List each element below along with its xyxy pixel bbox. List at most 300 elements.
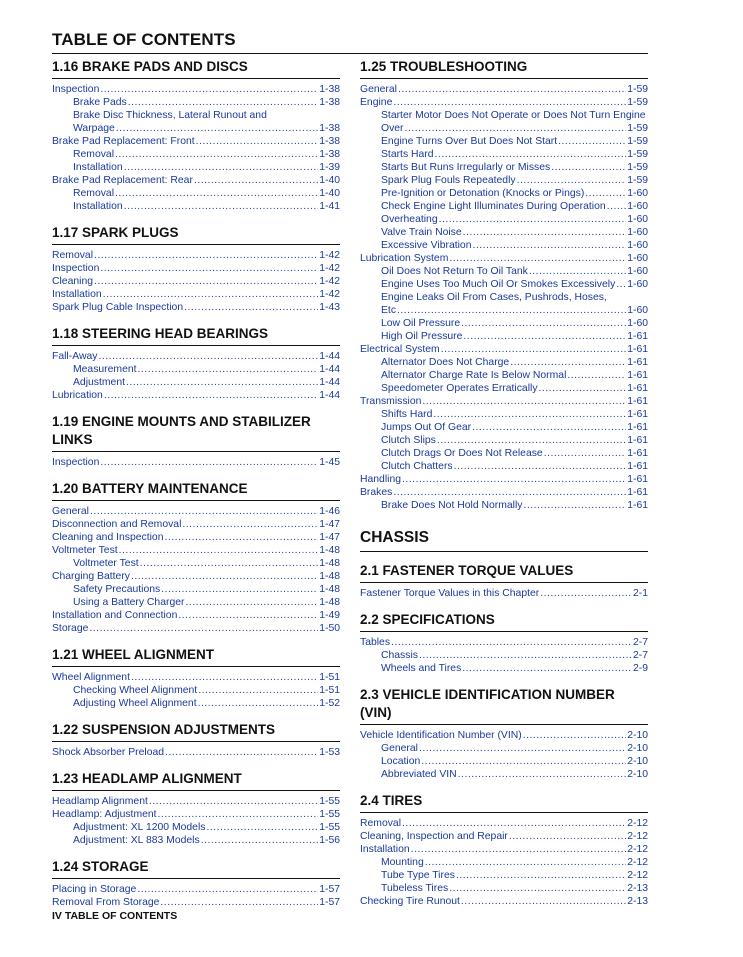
toc-entry-text: Clutch Chatters [381,461,453,472]
toc-entry-link[interactable] [360,729,648,742]
toc-entry-text: Engine Uses Too Much Oil Or Smokes Excessively [381,279,616,290]
toc-page-number: 1-60 [627,214,648,225]
dot-leader [449,252,626,265]
toc-entry-text: Overheating [381,214,438,225]
dot-leader [100,83,318,96]
dot-leader [402,817,626,830]
toc-entry-link[interactable] [52,684,340,697]
toc-entry-text: Mounting [381,857,424,868]
dot-leader [439,213,627,226]
toc-entry-link[interactable] [52,122,340,135]
section-title: 1.24 STORAGE [52,858,340,879]
dot-leader [472,421,626,434]
toc-section [52,413,340,469]
toc-entry-link[interactable] [360,135,648,148]
toc-page-number: 1-48 [319,545,340,556]
toc-entry-text: Etc [381,305,397,316]
toc-page-number: 1-42 [319,250,340,261]
toc-entry-link[interactable] [360,486,648,499]
toc-entry-text: Removal From Storage [52,897,160,908]
toc-page-number: 1-41 [319,201,340,212]
toc-entry-text: Jumps Out Of Gear [381,422,472,433]
toc-page-number: 1-59 [627,149,648,160]
toc-page-number: 1-61 [627,370,648,381]
dot-leader [149,795,318,808]
dot-leader [128,96,318,109]
toc-entry-text: Fall-Away [52,351,98,362]
section-title: 2.3 VEHICLE IDENTIFICATION NUMBER (VIN) [360,686,648,725]
toc-entry-link[interactable] [52,288,340,301]
toc-page-number: 1-46 [319,506,340,517]
toc-entry-text: Installation [52,289,102,300]
toc-entry-text: Adjustment: XL 883 Models [73,835,200,846]
toc-page-number: 1-44 [319,377,340,388]
toc-entry-text: Starter Motor Does Not Operate or Does Not Turn Engine [381,110,646,121]
toc-entry-text: Engine [360,97,393,108]
toc-entry-link[interactable] [360,109,648,122]
dot-leader [201,834,319,847]
toc-entry-link[interactable] [360,662,648,675]
toc-entry-text: Valve Train Noise [381,227,462,238]
toc-entry-link[interactable] [52,135,340,148]
toc-entry-link[interactable] [52,262,340,275]
toc-entry-text: Brake Pad Replacement: Rear [52,175,193,186]
toc-entry-text: Removal [73,188,114,199]
toc-section [52,325,340,402]
toc-page-number: 1-60 [627,240,648,251]
toc-entry-text: Tube Type Tires [381,870,455,881]
toc-entry-text: Low Oil Pressure [381,318,461,329]
dot-leader [419,649,632,662]
toc-entry-link[interactable] [360,304,648,317]
dot-leader [425,856,626,869]
toc-entry-text: Installation and Connection [52,610,178,621]
toc-entry-link[interactable] [52,583,340,596]
dot-leader [124,161,319,174]
dot-leader [433,408,626,421]
dot-leader [161,583,318,596]
toc-section [360,611,648,675]
toc-page-number: 1-38 [319,97,340,108]
toc-entry-link[interactable] [360,408,648,421]
toc-page-number: 1-52 [319,698,340,709]
toc-entry-link[interactable] [52,896,340,909]
dot-leader [138,363,319,376]
dot-leader [100,262,318,275]
toc-entry-link[interactable] [52,161,340,174]
dot-leader [616,278,626,291]
toc-entry-link[interactable] [52,609,340,622]
toc-section [52,224,340,314]
toc-page-number: 2-13 [627,883,648,894]
toc-entry-link[interactable] [52,174,340,187]
toc-entry-link[interactable] [52,109,340,122]
toc-entry-link[interactable] [360,460,648,473]
toc-entry-link[interactable] [52,622,340,635]
dot-leader [160,896,318,909]
toc-page-number: 1-38 [319,149,340,160]
toc-entry-text: Lubrication [52,390,103,401]
dot-leader [100,456,318,469]
toc-entry-link[interactable] [360,317,648,330]
toc-entry-link[interactable] [360,382,648,395]
toc-page-number: 1-60 [627,253,648,264]
toc-entry-text: Clutch Drags Or Does Not Release [381,448,543,459]
toc-entry-text: Excessive Vibration [381,240,472,251]
toc-page-number: 1-59 [627,84,648,95]
dot-leader [90,505,318,518]
toc-entry-link[interactable] [52,697,340,710]
toc-entry-link[interactable] [52,83,340,96]
toc-page-number: 1-44 [319,364,340,375]
toc-page-number: 1-61 [627,331,648,342]
page-title: TABLE OF CONTENTS [52,30,648,54]
section-title: 1.25 TROUBLESHOOTING [360,58,648,79]
toc-entry-text: Electrical System [360,344,440,355]
toc-page-number: 1-55 [319,796,340,807]
toc-page-number: 1-42 [319,289,340,300]
toc-entry-link[interactable] [360,200,648,213]
toc-entry-text: Adjustment [73,377,125,388]
dot-leader [119,544,319,557]
section-title: 1.16 BRAKE PADS AND DISCS [52,58,340,79]
toc-page-number: 2-12 [627,818,648,829]
toc-page-number: 2-10 [627,769,648,780]
toc-page-number: 1-45 [319,457,340,468]
section-title: 1.21 WHEEL ALIGNMENT [52,646,340,667]
section-title: 1.17 SPARK PLUGS [52,224,340,245]
toc-entry-link[interactable] [52,456,340,469]
dot-leader [98,350,318,363]
dot-leader [115,148,318,161]
toc-entry-link[interactable] [52,596,340,609]
toc-entry-link[interactable] [52,200,340,213]
toc-entry-link[interactable] [52,821,340,834]
toc-entry-link[interactable] [52,187,340,200]
toc-entry-link[interactable] [52,808,340,821]
toc-page-number: 2-10 [627,743,648,754]
toc-entry-link[interactable] [360,473,648,486]
toc-entry-link[interactable] [52,505,340,518]
toc-page-number: 1-60 [627,318,648,329]
toc-section [52,770,340,847]
toc-entry-link[interactable] [360,369,648,382]
page-footer: IV TABLE OF CONTENTS [52,910,178,922]
dot-leader [544,447,627,460]
toc-entry-link[interactable] [360,587,648,600]
toc-entry-link[interactable] [52,148,340,161]
toc-entry-link[interactable] [360,869,648,882]
toc-page-number: 1-60 [627,305,648,316]
toc-section [360,58,648,512]
toc-page-number: 1-61 [627,474,648,485]
toc-entry-link[interactable] [52,795,340,808]
toc-entry-link[interactable] [360,213,648,226]
toc-entry-link[interactable] [52,376,340,389]
toc-page-number: 1-60 [627,279,648,290]
toc-entry-text: Removal [360,818,401,829]
toc-page-number: 1-60 [627,227,648,238]
toc-entry-link[interactable] [360,636,648,649]
dot-leader [126,376,318,389]
toc-entry-link[interactable] [52,570,340,583]
toc-entry-text: Transmission [360,396,422,407]
dot-leader [510,356,626,369]
toc-entry-link[interactable] [52,883,340,896]
toc-entry-link[interactable] [360,174,648,187]
dot-leader [158,808,319,821]
toc-entry-text: General [360,84,397,95]
toc-page-number: 1-43 [319,302,340,313]
toc-page-number: 1-38 [319,136,340,147]
toc-entry-link[interactable] [360,226,648,239]
toc-entry-text: Installation [360,844,410,855]
dot-leader [441,343,627,356]
dot-leader [456,869,626,882]
dot-leader [454,460,627,473]
toc-page-number: 1-48 [319,584,340,595]
toc-page-number: 1-44 [319,351,340,362]
toc-entry-text: Checking Wheel Alignment [73,685,198,696]
dot-leader [529,265,626,278]
toc-entry-link[interactable] [52,746,340,759]
dot-leader [165,531,319,544]
dot-leader [131,671,318,684]
toc-entry-link[interactable] [360,252,648,265]
toc-page-number: 1-60 [627,188,648,199]
dot-leader [140,557,319,570]
toc-page-number: 1-42 [319,276,340,287]
toc-entry-link[interactable] [52,350,340,363]
toc-entry-link[interactable] [360,330,648,343]
toc-entry-text: Over [381,123,404,134]
dot-leader [116,122,318,135]
toc-entry-link[interactable] [360,356,648,369]
section-title: 2.2 SPECIFICATIONS [360,611,648,632]
toc-entry-link[interactable] [360,882,648,895]
toc-page-number: 1-47 [319,519,340,530]
toc-entry-link[interactable] [360,343,648,356]
toc-entry-link[interactable] [52,249,340,262]
toc-entry-text: Placing in Storage [52,884,137,895]
toc-entry-text: Handling [360,474,402,485]
toc-entry-link[interactable] [360,499,648,512]
toc-entry-link[interactable] [360,291,648,304]
toc-entry-text: Clutch Slips [381,435,436,446]
toc-entry-link[interactable] [360,649,648,662]
toc-entry-link[interactable] [52,671,340,684]
dot-leader [523,729,626,742]
dot-leader [402,473,626,486]
toc-section [360,792,648,908]
toc-entry-link[interactable] [52,544,340,557]
toc-entry-text: Engine Leaks Oil From Cases, Pushrods, Hoses, [381,292,607,303]
toc-page-number: 1-61 [627,487,648,498]
dot-leader [461,317,626,330]
dot-leader [463,330,626,343]
toc-entry-text: Tubeless Tires [381,883,449,894]
toc-section [52,58,340,213]
toc-entry-text: Safety Precautions [73,584,161,595]
dot-leader [178,609,318,622]
toc-entry-text: Wheel Alignment [52,672,130,683]
dot-leader [94,275,318,288]
toc-entry-text: Cleaning, Inspection and Repair [360,831,508,842]
right-column [360,58,648,919]
toc-page-number: 2-12 [627,844,648,855]
toc-entry-text: Speedometer Operates Erratically [381,383,538,394]
toc-page-number: 1-55 [319,809,340,820]
dot-leader [198,697,319,710]
toc-entry-link[interactable] [52,531,340,544]
toc-entry-link[interactable] [360,96,648,109]
toc-entry-link[interactable] [360,817,648,830]
dot-leader [472,239,626,252]
toc-entry-text: High Oil Pressure [381,331,463,342]
toc-entry-link[interactable] [360,447,648,460]
section-title: 1.22 SUSPENSION ADJUSTMENTS [52,721,340,742]
toc-entry-text: Wheels and Tires [381,663,462,674]
toc-entry-text: Location [381,756,421,767]
toc-entry-link[interactable] [360,122,648,135]
dot-leader [567,369,626,382]
dot-leader [421,755,626,768]
toc-page-number: 2-10 [627,730,648,741]
toc-page-number: 1-61 [627,357,648,368]
dot-leader [165,746,318,759]
toc-entry-link[interactable] [360,187,648,200]
toc-entry-text: Cleaning [52,276,94,287]
toc-entry-link[interactable] [360,895,648,908]
toc-entry-text: Engine Turns Over But Does Not Start [381,136,558,147]
toc-section [52,646,340,710]
toc-page-number: 1-55 [319,822,340,833]
toc-page-number: 1-47 [319,532,340,543]
toc-entry-link[interactable] [52,389,340,402]
toc-page-number: 1-40 [319,175,340,186]
toc-section [360,562,648,600]
toc-entry-text: Measurement [73,364,137,375]
toc-entry-link[interactable] [52,834,340,847]
toc-page-number: 1-61 [627,396,648,407]
toc-page-number: 1-61 [627,435,648,446]
toc-entry-text: Starts Hard [381,149,434,160]
toc-entry-link[interactable] [360,265,648,278]
dot-leader [509,830,626,843]
toc-entry-text: Alternator Charge Rate Is Below Normal [381,370,567,381]
toc-page-number: 1-51 [319,685,340,696]
toc-entry-text: Alternator Does Not Charge [381,357,510,368]
toc-page-number: 1-44 [319,390,340,401]
dot-leader [124,200,319,213]
dot-leader [539,382,627,395]
toc-entry-link[interactable] [360,395,648,408]
toc-page-number: 1-42 [319,263,340,274]
dot-leader [398,83,626,96]
dot-leader [585,187,626,200]
dot-leader [104,389,318,402]
dot-leader [182,518,318,531]
toc-page-number: 1-38 [319,84,340,95]
toc-entry-text: Brake Does Not Hold Normally [381,500,523,511]
toc-entry-link[interactable] [52,518,340,531]
toc-entry-text: Shifts Hard [381,409,433,420]
toc-section [52,480,340,635]
dot-leader [449,882,626,895]
toc-entry-text: General [381,743,418,754]
toc-entry-text: General [52,506,89,517]
toc-entry-link[interactable] [360,148,648,161]
toc-page-number: 1-40 [319,188,340,199]
dot-leader [103,288,319,301]
toc-page-number: 1-61 [627,448,648,459]
toc-page-number: 2-7 [632,650,648,661]
toc-entry-link[interactable] [52,301,340,314]
toc-entry-link[interactable] [360,239,648,252]
dot-leader [411,843,627,856]
toc-entry-text: Inspection [52,84,100,95]
toc-entry-link[interactable] [52,275,340,288]
dot-leader [422,395,626,408]
toc-page-number: 1-53 [319,747,340,758]
toc-entry-link[interactable] [360,421,648,434]
toc-page-number: 1-49 [319,610,340,621]
toc-entry-text: Oil Does Not Return To Oil Tank [381,266,528,277]
dot-leader [184,301,318,314]
toc-entry-text: Lubrication System [360,253,449,264]
toc-entry-text: Inspection [52,263,100,274]
section-title: 2.4 TIRES [360,792,648,813]
toc-entry-link[interactable] [360,830,648,843]
toc-entry-link[interactable] [360,843,648,856]
dot-leader [94,249,318,262]
toc-entry-link[interactable] [360,742,648,755]
toc-page-number: 1-59 [627,123,648,134]
toc-page-number: 1-61 [627,383,648,394]
toc-entry-text: Installation [73,201,123,212]
toc-page-number: 1-61 [627,344,648,355]
toc-entry-link[interactable] [360,161,648,174]
toc-page-number: 2-13 [627,896,648,907]
toc-entry-text: Warpage [73,123,115,134]
toc-page-number: 1-51 [319,672,340,683]
toc-page-number: 1-57 [319,897,340,908]
toc-entry-link[interactable] [52,363,340,376]
dot-leader [607,200,627,213]
toc-entry-link[interactable] [360,83,648,96]
section-title: 1.18 STEERING HEAD BEARINGS [52,325,340,346]
toc-page-number: 1-50 [319,623,340,634]
toc-entry-link[interactable] [360,755,648,768]
dot-leader [397,304,626,317]
toc-entry-text: Adjusting Wheel Alignment [73,698,197,709]
toc-entry-link[interactable] [360,856,648,869]
toc-entry-text: Storage [52,623,89,634]
toc-page-number: 1-59 [627,136,648,147]
toc-entry-link[interactable] [52,96,340,109]
dot-leader [393,486,626,499]
dot-leader [437,434,626,447]
toc-entry-text: Removal [52,250,93,261]
dot-leader [551,161,626,174]
toc-page-number: 1-61 [627,461,648,472]
toc-entry-link[interactable] [360,278,648,291]
toc-entry-link[interactable] [52,557,340,570]
toc-entry-link[interactable] [360,434,648,447]
toc-page-number: 1-56 [319,835,340,846]
dot-leader [89,622,318,635]
toc-entry-link[interactable] [360,768,648,781]
